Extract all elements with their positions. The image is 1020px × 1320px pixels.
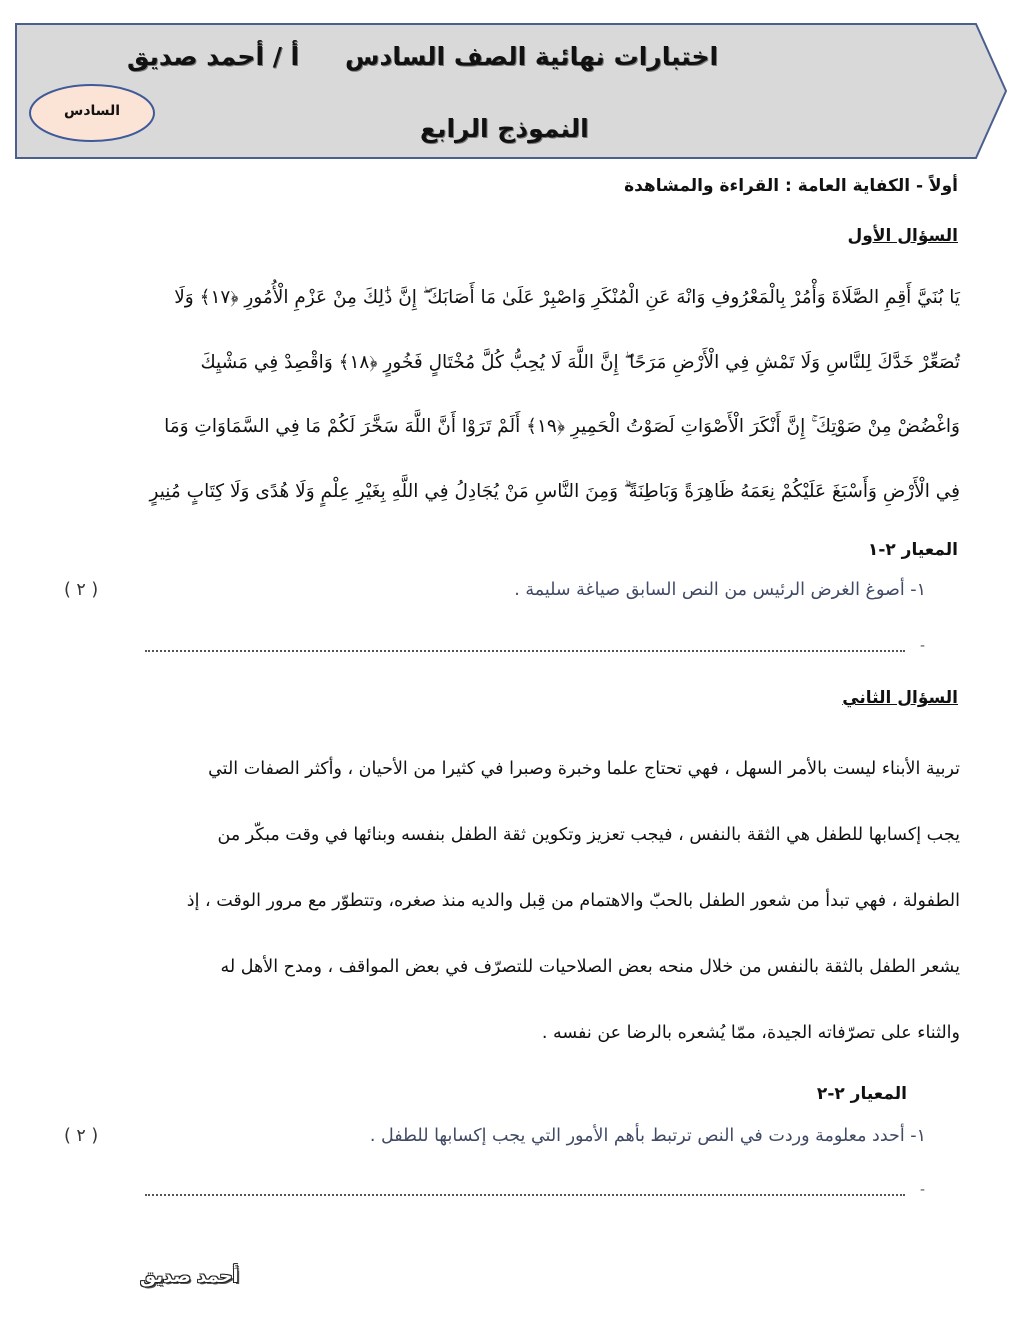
section-heading: أولاً - الكفاية العامة : القراءة والمشاهدة	[624, 176, 958, 196]
banner-shape	[0, 0, 1020, 170]
standard-label-2: المعيار ٢-٢	[816, 1084, 907, 1104]
passage-line: يجب إكسابها للطفل هي الثقة بالنفس ، فيجب تعزيز وتكوين ثقة الطفل بنفسه وبنائها في وقت مبكّر من	[217, 825, 960, 845]
question2-mark: ( ٢ )	[64, 1126, 99, 1146]
answer-line-1[interactable]	[145, 650, 905, 652]
exam-title: اختبارات نهائية الصف السادس	[345, 42, 719, 71]
header-banner	[0, 0, 1020, 170]
reading-passage	[52, 736, 960, 1066]
grade-badge: السادس	[64, 103, 121, 119]
passage-line: تربية الأبناء ليست بالأمر السهل ، فهي تحتاج علما وخبرة وصبرا في كثيرا من الأحيان ، وأكثر الصفات التي	[208, 759, 960, 779]
verse-line: فِي الْأَرْضِ وَأَسْبَغَ عَلَيْكُمْ نِعَمَهُ ظَاهِرَةً وَبَاطِنَةً ۗ وَمِنَ النَّاسِ مَنْ يُجَادِلُ فِي اللَّهِ بِغَيْرِ عِلْمٍ وَلَا هُدًى وَلَا كِتَابٍ مُنِيرٍ	[149, 480, 960, 502]
quran-verses	[52, 266, 960, 524]
answer-dash-1: -	[920, 638, 926, 654]
question2-title: السؤال الثاني	[842, 688, 958, 708]
standard-label-1: المعيار ٢-١	[867, 540, 958, 560]
answer-line-2[interactable]	[145, 1194, 905, 1196]
passage-line: الطفولة ، فهي تبدأ من شعور الطفل بالحبّ والاهتمام من قِبل والديه منذ صغره، وتتطوّر مع مرور الوقت ، إذ	[186, 891, 960, 911]
verse-line: يَا بُنَيَّ أَقِمِ الصَّلَاةَ وَأْمُرْ بِالْمَعْرُوفِ وَانْهَ عَنِ الْمُنْكَرِ وَاصْبِرْ عَلَىٰ مَا أَصَابَكَ ۖ إِنَّ ذَٰلِكَ مِنْ عَزْمِ الْأُمُورِ ﴿١٧﴾ وَلَا	[174, 287, 960, 308]
author-signature: أحمد صديق	[140, 1266, 239, 1287]
model-title: النموذج الرابع	[420, 114, 589, 143]
question1-title: السؤال الأول	[847, 226, 958, 246]
passage-line: يشعر الطفل بالثقة بالنفس من خلال منحه بعض الصلاحيات للتصرّف في بعض المواقف ، ومدح الأهل له	[220, 957, 960, 977]
teacher-name: أ / أحمد صديق	[127, 42, 300, 71]
verse-line: تُصَعِّرْ خَدَّكَ لِلنَّاسِ وَلَا تَمْشِ فِي الْأَرْضِ مَرَحًا ۖ إِنَّ اللَّهَ لَا يُحِبُّ كُلَّ مُخْتَالٍ فَخُورٍ ﴿١٨﴾ وَاقْصِدْ فِي مَشْيِكَ	[200, 351, 960, 373]
answer-dash-2: -	[920, 1182, 926, 1198]
question2-item: ١- أحدد معلومة وردت في النص ترتبط بأهم الأمور التي يجب إكسابها للطفل .	[369, 1126, 926, 1146]
question1-mark: ( ٢ )	[64, 580, 99, 600]
verse-line: وَاغْضُضْ مِنْ صَوْتِكَ ۚ إِنَّ أَنْكَرَ الْأَصْوَاتِ لَصَوْتُ الْحَمِيرِ ﴿١٩﴾ أَلَمْ تَرَوْا أَنَّ اللَّهَ سَخَّرَ لَكُمْ مَا فِي السَّمَاوَاتِ وَمَا	[164, 416, 960, 437]
question1-item: ١- أصوغ الغرض الرئيس من النص السابق صياغة سليمة .	[514, 580, 926, 600]
passage-line: والثناء على تصرّفاته الجيدة، ممّا يُشعره بالرضا عن نفسه .	[541, 1023, 960, 1043]
